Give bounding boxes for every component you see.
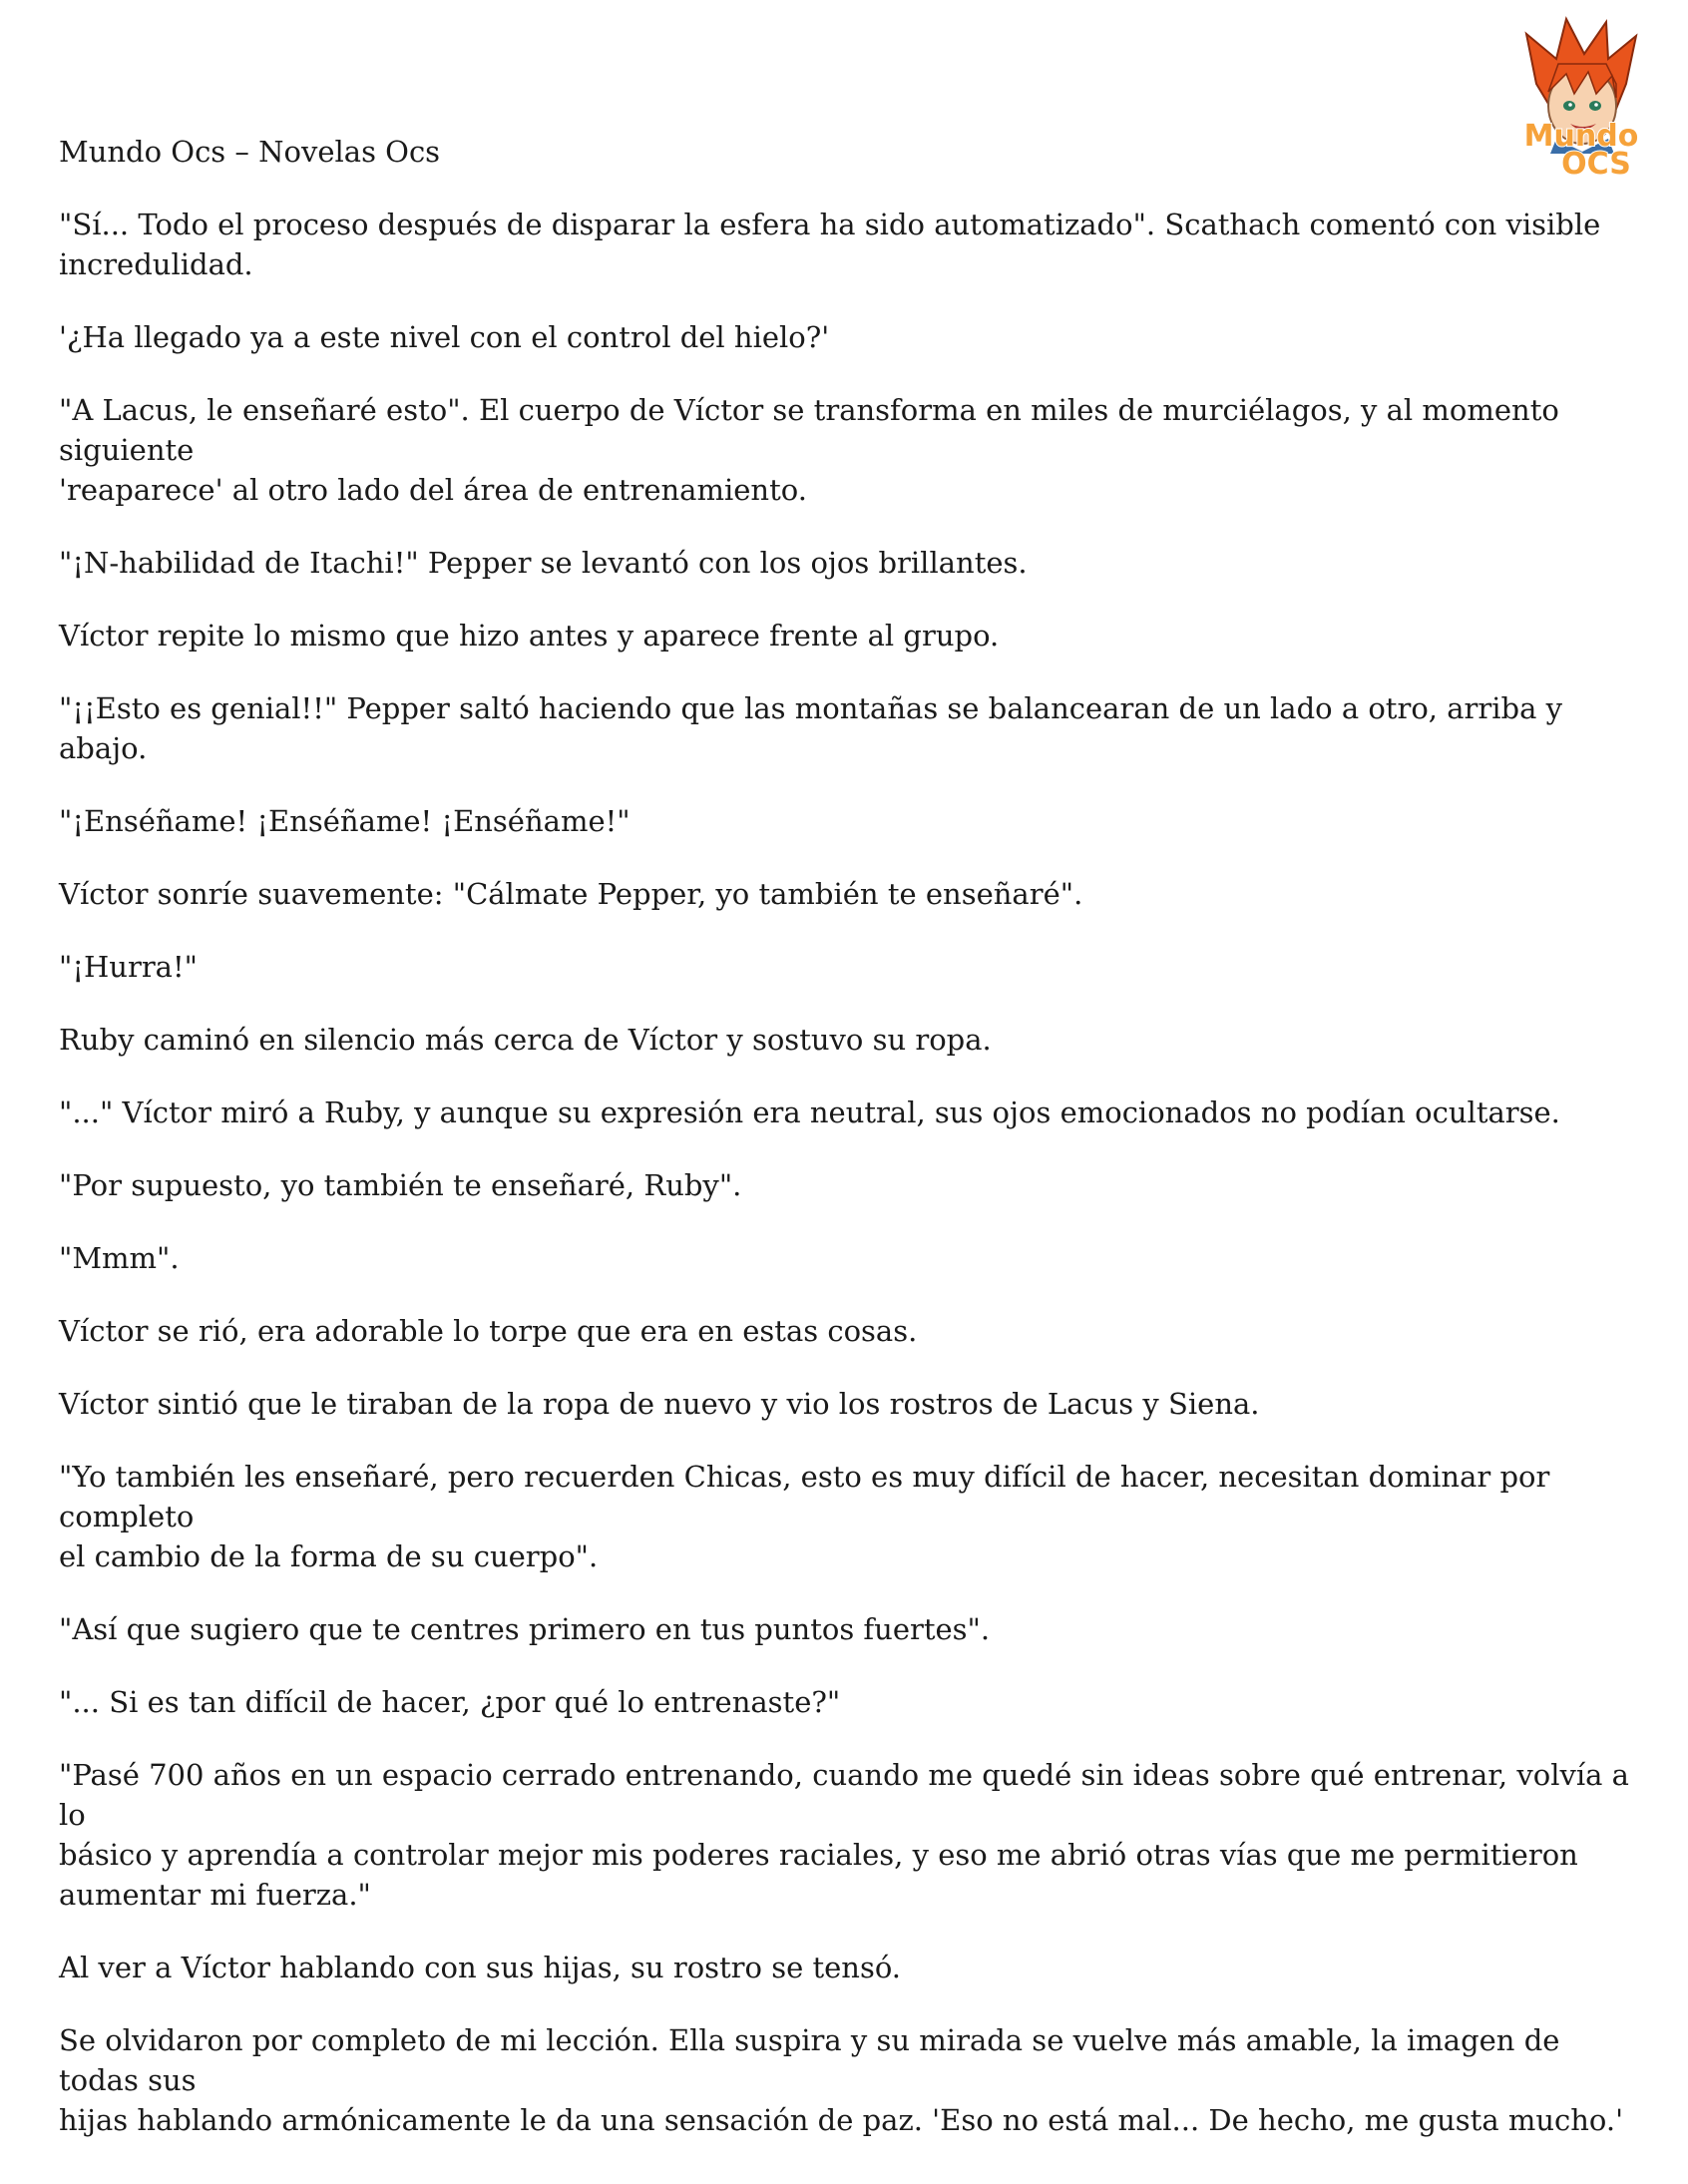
paragraph: "Mmm". <box>59 1241 180 1275</box>
paragraph: "..." Víctor miró a Ruby, y aunque su expresión era neutral, sus ojos emocionados no podían ocultarse. <box>59 1095 1560 1129</box>
paragraph: "Pasé 700 años en un espacio cerrado entrenando, cuando me quedé sin ideas sobre qué entrenar, volvía a lo básico y aprendía a controlar mejor mis poderes raciales, y eso me abrió otras vías que me permitieron aumentar mi fuerza." <box>59 1758 1629 1912</box>
document-header: Mundo Ocs – Novelas Ocs <box>59 135 441 169</box>
paragraph: "Sí... Todo el proceso después de disparar la esfera ha sido automatizado". Scathach comentó con visible incredulidad. <box>59 208 1601 281</box>
document-body <box>59 205 1635 2173</box>
mundo-ocs-logo <box>1496 14 1666 182</box>
paragraph: Víctor se rió, era adorable lo torpe que era en estas cosas. <box>59 1314 918 1348</box>
paragraph: Al ver a Víctor hablando con sus hijas, su rostro se tensó. <box>59 1951 902 1984</box>
paragraph: Ruby caminó en silencio más cerca de Víctor y sostuvo su ropa. <box>59 1023 992 1057</box>
paragraph: "Por supuesto, yo también te enseñaré, Ruby". <box>59 1168 742 1202</box>
paragraph: "¡Hurra!" <box>59 950 198 984</box>
paragraph: "¡N-habilidad de Itachi!" Pepper se levantó con los ojos brillantes. <box>59 546 1028 580</box>
paragraph: '¿Ha llegado ya a este nivel con el control del hielo?' <box>59 320 830 354</box>
paragraph: "¡¡Esto es genial!!" Pepper saltó haciendo que las montañas se balancearan de un lado a otro, arriba y abajo. <box>59 691 1572 765</box>
paragraph: "A Lacus, le enseñaré esto". El cuerpo de Víctor se transforma en miles de murciélagos, y al momento siguiente 'reaparece' al otro lado del área de entrenamiento. <box>59 393 1559 507</box>
paragraph: "Yo también les enseñaré, pero recuerden Chicas, esto es muy difícil de hacer, necesitan dominar por completo el cambio de la forma de su cuerpo". <box>59 1460 1550 1573</box>
paragraph: Se olvidaron por completo de mi lección. Ella suspira y su mirada se vuelve más amable, la imagen de todas sus hijas hablando armónicamente le da una sensación de paz. 'Eso no está mal... De hecho, me gusta mucho.' <box>59 2023 1624 2137</box>
paragraph: "... Si es tan difícil de hacer, ¿por qué lo entrenaste?" <box>59 1685 841 1719</box>
logo-text-top: Mundo <box>1523 119 1639 154</box>
paragraph: Víctor sintió que le tiraban de la ropa de nuevo y vio los rostros de Lacus y Siena. <box>59 1387 1260 1421</box>
paragraph: "Así que sugiero que te centres primero en tus puntos fuertes". <box>59 1612 991 1646</box>
paragraph: Víctor repite lo mismo que hizo antes y aparece frente al grupo. <box>59 619 1000 653</box>
paragraph: "¡Enséñame! ¡Enséñame! ¡Enséñame!" <box>59 804 631 838</box>
logo-text-bottom: OCS <box>1561 147 1631 182</box>
paragraph: Víctor sonríe suavemente: "Cálmate Pepper, yo también te enseñaré". <box>59 877 1083 911</box>
